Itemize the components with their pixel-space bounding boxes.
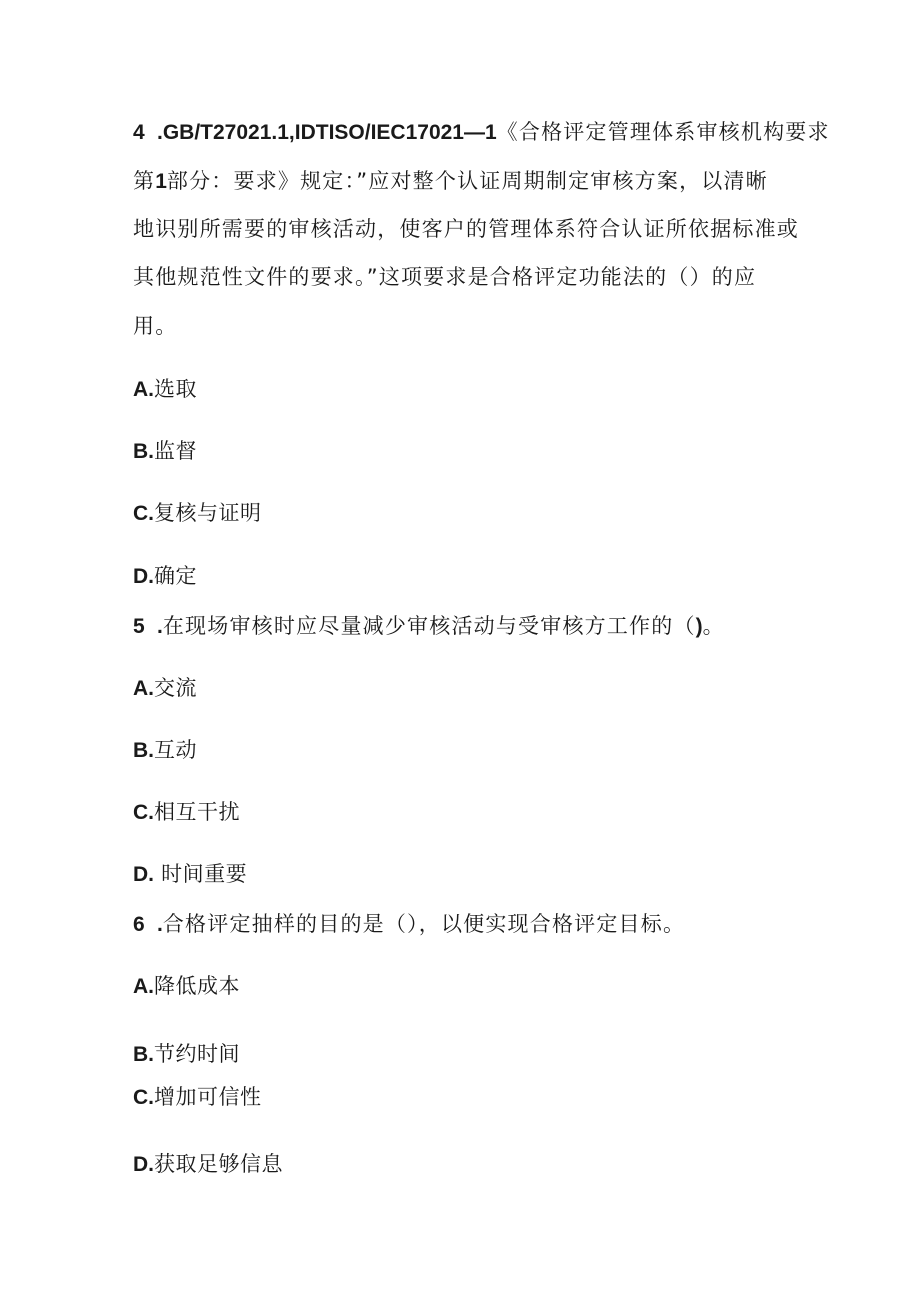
option-text: 交流	[154, 676, 197, 700]
question-code: .	[157, 615, 163, 638]
option-letter: D.	[133, 863, 154, 886]
option-c	[133, 798, 240, 827]
option-text: 监督	[154, 439, 197, 463]
question-text: 《合格评定管理体系审核机构要求	[496, 120, 830, 144]
question-4-line-4: 其他规范性文件的要求。”这项要求是合格评定功能法的（）的应	[133, 265, 757, 289]
option-a	[133, 375, 197, 404]
option-b	[133, 437, 197, 466]
option-letter: C.	[133, 502, 154, 525]
option-letter: B.	[133, 739, 154, 762]
question-text: 。	[702, 614, 725, 638]
option-text: 确定	[154, 564, 197, 588]
question-code: .GB/T27021.1,IDTISO/IEC17021—1	[157, 121, 497, 144]
option-d	[133, 562, 197, 591]
question-text: 在现场审核时应尽量减少审核活动与受审核方工作的（	[162, 614, 696, 638]
option-c	[133, 1083, 262, 1112]
option-text: 节约时间	[154, 1042, 240, 1066]
question-text: 第	[133, 169, 156, 193]
question-text-bold: )	[695, 615, 703, 638]
option-letter: C.	[133, 1086, 154, 1109]
question-number: 6	[133, 913, 145, 936]
option-letter: B.	[133, 1043, 154, 1066]
option-text: 互动	[154, 738, 197, 762]
option-text: 复核与证明	[154, 501, 262, 525]
option-letter: A.	[133, 677, 154, 700]
question-4-line-5: 用。	[133, 314, 178, 338]
question-text-bold: 1	[155, 170, 167, 193]
option-a	[133, 972, 240, 1001]
option-text: 降低成本	[154, 974, 240, 998]
question-6-line-1	[133, 910, 685, 939]
question-4-line-1	[133, 118, 830, 147]
option-letter: D.	[133, 565, 154, 588]
question-text: 部分：要求》规定：”应对整个认证周期制定审核方案，以清晰	[166, 169, 768, 193]
option-letter: B.	[133, 440, 154, 463]
question-5-line-1	[133, 612, 725, 641]
option-c	[133, 499, 262, 528]
option-a	[133, 674, 197, 703]
question-4-line-3: 地识别所需要的审核活动，使客户的管理体系符合认证所依据标准或	[133, 217, 799, 241]
option-text: 增加可信性	[154, 1085, 262, 1109]
option-text: 相互干扰	[154, 800, 240, 824]
option-letter: A.	[133, 975, 154, 998]
option-letter: A.	[133, 378, 154, 401]
option-d	[133, 860, 247, 889]
option-text: 时间重要	[154, 862, 248, 886]
option-letter: C.	[133, 801, 154, 824]
question-4-line-2	[133, 167, 768, 196]
option-b	[133, 1040, 240, 1069]
question-text: 合格评定抽样的目的是（），以便实现合格评定目标。	[162, 912, 686, 936]
option-b	[133, 736, 197, 765]
option-letter: D.	[133, 1153, 154, 1176]
question-number: 5	[133, 615, 145, 638]
option-d	[133, 1150, 283, 1179]
question-code: .	[157, 913, 163, 936]
question-number: 4	[133, 121, 145, 144]
option-text: 获取足够信息	[154, 1152, 283, 1176]
option-text: 选取	[154, 377, 197, 401]
